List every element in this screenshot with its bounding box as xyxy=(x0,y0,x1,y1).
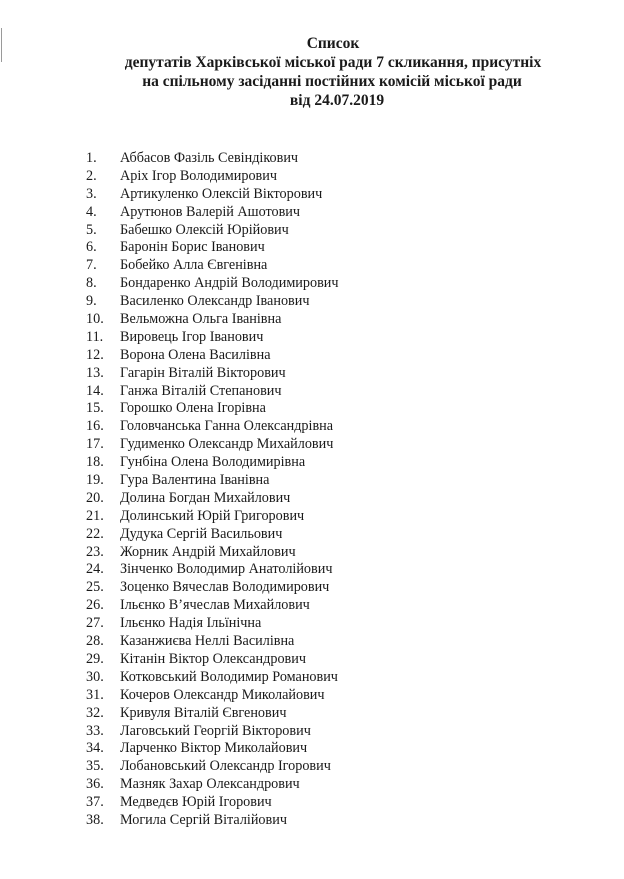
item-number: 37. xyxy=(86,794,104,811)
list-item xyxy=(0,758,624,776)
deputy-name: Бондаренко Андрій Володимирович xyxy=(120,275,339,292)
item-number: 38. xyxy=(86,811,104,828)
item-number: 8. xyxy=(86,275,97,292)
deputy-name: Вельможна Ольга Іванівна xyxy=(120,311,282,328)
item-number: 23. xyxy=(86,543,104,560)
list-item xyxy=(0,383,624,401)
deputy-name: Долина Богдан Михайлович xyxy=(120,489,291,506)
item-number: 36. xyxy=(86,776,104,793)
deputy-name: Василенко Олександр Іванович xyxy=(120,293,310,310)
deputy-name: Мазняк Захар Олександрович xyxy=(120,776,300,793)
item-number: 28. xyxy=(86,633,104,650)
item-number: 14. xyxy=(86,382,104,399)
item-number: 7. xyxy=(86,257,97,274)
item-number: 10. xyxy=(86,311,104,328)
list-item xyxy=(0,365,624,383)
item-number: 32. xyxy=(86,704,104,721)
deputy-name: Гагарін Віталій Вікторович xyxy=(120,364,286,381)
list-item xyxy=(0,186,624,204)
deputy-name: Лобановський Олександр Ігорович xyxy=(120,758,331,775)
deputy-name: Вировець Ігор Іванович xyxy=(120,328,264,345)
item-number: 24. xyxy=(86,561,104,578)
list-item xyxy=(0,418,624,436)
item-number: 27. xyxy=(86,615,104,632)
item-number: 1. xyxy=(86,150,97,166)
document-header xyxy=(0,34,624,110)
deputy-name: Гура Валентина Іванівна xyxy=(120,472,270,489)
item-number: 21. xyxy=(86,507,104,524)
subtitle-line-2: на спільному засіданні постійних комісій міської ради xyxy=(142,73,522,90)
deputy-name: Кривуля Віталій Євгенович xyxy=(120,704,287,721)
item-number: 34. xyxy=(86,740,104,757)
deputy-name: Жорник Андрій Михайлович xyxy=(120,543,296,560)
item-number: 29. xyxy=(86,650,104,667)
item-number: 15. xyxy=(86,400,104,417)
deputy-name: Лаговський Георгій Вікторович xyxy=(120,722,311,739)
subtitle-line-1: депутатів Харківської міської ради 7 скликання, присутніх xyxy=(124,54,542,71)
item-number: 9. xyxy=(86,293,97,310)
deputy-name: Ільєнко В’ячеслав Михайлович xyxy=(120,597,310,614)
deputy-name: Зоценко Вячеслав Володимирович xyxy=(120,579,330,596)
list-item xyxy=(0,293,624,311)
item-number: 17. xyxy=(86,436,104,453)
deputy-name: Головчанська Ганна Олександрівна xyxy=(120,418,334,435)
list-item xyxy=(0,651,624,669)
list-item xyxy=(0,508,624,526)
deputy-name: Аріх Ігор Володимирович xyxy=(120,167,277,184)
item-number: 22. xyxy=(86,525,104,542)
list-item xyxy=(0,669,624,687)
item-number: 19. xyxy=(86,472,104,489)
list-item xyxy=(0,579,624,597)
list-item xyxy=(0,776,624,794)
deputy-name: Бобейко Алла Євгенівна xyxy=(120,257,268,274)
deputy-name: Могила Сергій Віталійович xyxy=(120,811,287,828)
item-number: 25. xyxy=(86,579,104,596)
list-item xyxy=(0,526,624,544)
list-item xyxy=(0,687,624,705)
list-item xyxy=(0,347,624,365)
list-item xyxy=(0,454,624,472)
deputy-name: Зінченко Володимир Анатолійович xyxy=(120,561,333,578)
item-number: 3. xyxy=(86,185,97,202)
item-number: 33. xyxy=(86,722,104,739)
document-date: від 24.07.2019 xyxy=(289,92,385,109)
list-item xyxy=(0,222,624,240)
deputy-name: Артикуленко Олексій Вікторович xyxy=(120,185,323,202)
deputy-list xyxy=(0,150,624,830)
deputy-name: Дудука Сергій Васильович xyxy=(120,525,283,542)
item-number: 11. xyxy=(86,328,104,345)
list-item xyxy=(0,239,624,257)
deputy-name: Ільєнко Надія Ільїнічна xyxy=(120,615,262,632)
item-number: 6. xyxy=(86,239,97,256)
item-number: 2. xyxy=(86,167,97,184)
list-item xyxy=(0,705,624,723)
deputy-name: Арутюнов Валерій Ашотович xyxy=(120,203,301,220)
deputy-name: Ворона Олена Василівна xyxy=(120,346,271,363)
list-item xyxy=(0,400,624,418)
item-number: 5. xyxy=(86,221,97,238)
list-item xyxy=(0,544,624,562)
list-item xyxy=(0,794,624,812)
item-number: 16. xyxy=(86,418,104,435)
document-title: Список xyxy=(306,35,360,52)
deputy-name: Долинський Юрій Григорович xyxy=(120,507,305,524)
deputy-name: Котковський Володимир Романович xyxy=(120,668,338,685)
deputy-name: Бабешко Олексій Юрійович xyxy=(120,221,289,238)
deputy-name: Гудименко Олександр Михайлович xyxy=(120,436,334,453)
deputy-name: Ларченко Віктор Миколайович xyxy=(120,740,308,757)
list-item xyxy=(0,740,624,758)
deputy-name: Гунбіна Олена Володимирівна xyxy=(120,454,306,471)
item-number: 31. xyxy=(86,686,104,703)
list-item xyxy=(0,633,624,651)
item-number: 20. xyxy=(86,489,104,506)
list-item xyxy=(0,257,624,275)
list-item xyxy=(0,490,624,508)
list-item xyxy=(0,329,624,347)
list-item xyxy=(0,311,624,329)
list-item xyxy=(0,723,624,741)
list-item xyxy=(0,436,624,454)
list-item xyxy=(0,615,624,633)
list-item xyxy=(0,561,624,579)
item-number: 35. xyxy=(86,758,104,775)
item-number: 13. xyxy=(86,364,104,381)
item-number: 18. xyxy=(86,454,104,471)
item-number: 26. xyxy=(86,597,104,614)
list-item xyxy=(0,168,624,186)
deputy-name: Ганжа Віталій Степанович xyxy=(120,382,282,399)
deputy-name: Медведєв Юрій Ігорович xyxy=(120,794,272,811)
list-item xyxy=(0,275,624,293)
list-item xyxy=(0,812,624,830)
list-item xyxy=(0,150,624,168)
item-number: 12. xyxy=(86,346,104,363)
deputy-name: Аббасов Фазіль Севіндікович xyxy=(120,150,299,166)
list-item xyxy=(0,472,624,490)
item-number: 4. xyxy=(86,203,97,220)
list-item xyxy=(0,204,624,222)
deputy-name: Баронін Борис Іванович xyxy=(120,239,265,256)
item-number: 30. xyxy=(86,668,104,685)
deputy-name: Горошко Олена Ігорівна xyxy=(120,400,266,417)
deputy-name: Кітанін Віктор Олександрович xyxy=(120,650,306,667)
deputy-name: Кочеров Олександр Миколайович xyxy=(120,686,325,703)
deputy-name: Казанжиєва Неллі Василівна xyxy=(120,633,295,650)
list-item xyxy=(0,597,624,615)
